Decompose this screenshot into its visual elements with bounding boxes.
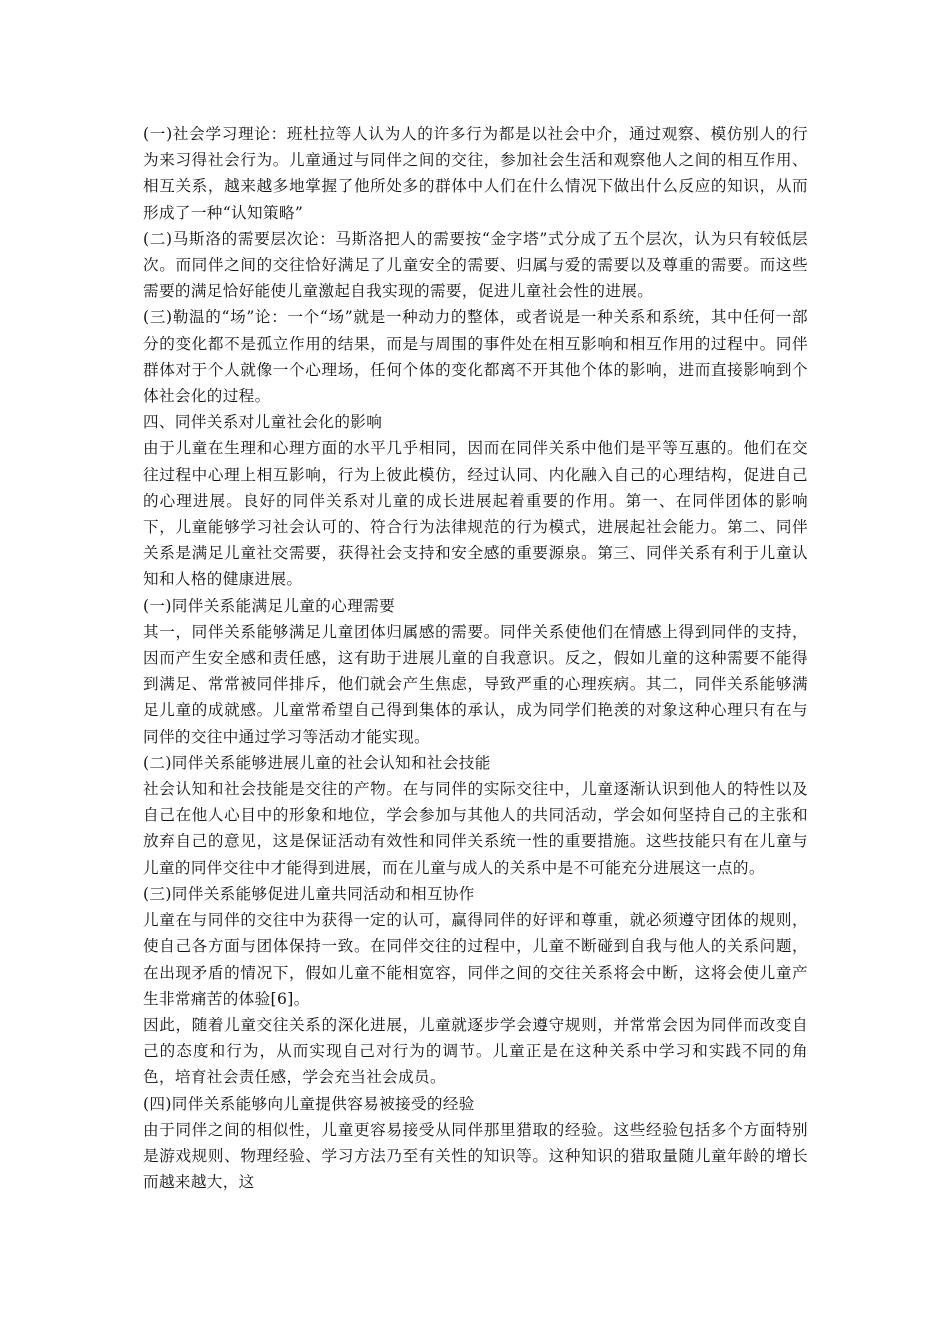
section-heading-4: 四、同伴关系对儿童社会化的影响: [143, 413, 383, 432]
document-body: [143, 121, 808, 1195]
paragraph-peer-relations-intro: 由于儿童在生理和心理方面的水平几乎相同，因而在同伴关系中他们是平等互惠的。他们在交往过程中心理上相互影响，行为上彼此模仿，经过认同、内化融入自己的心理结构，促进自己的心理进展。良好的同伴关系对儿童的成长进展起着重要的作用。第一、在同伴团体的影响下，儿童能够学习社会认可的、符合行为法律规范的行为模式，进展起社会能力。第二、同伴关系是满足儿童社交需要，获得社会支持和安全感的重要源泉。第三、同伴关系有利于儿童认知和人格的健康进展。: [143, 439, 808, 589]
paragraph-cooperation: 儿童在与同伴的交往中为获得一定的认可，赢得同伴的好评和尊重，就必须遵守团体的规则，使自己各方面与团体保持一致。在同伴交往的过程中，儿童不断碰到自我与他人的关系问题，在出现矛盾的情况下，假如儿童不能相宽容，同伴之间的交往关系将会中断，这将会使儿童产生非常痛苦的体验[6]。: [143, 911, 808, 1008]
paragraph-psychological-needs: 其一，同伴关系能够满足儿童团体归属感的需要。同伴关系使他们在情感上得到同伴的支持，因而产生安全感和责任感，这有助于进展儿童的自我意识。反之，假如儿童的这种需要不能得到满足、常常被同伴排斥，他们就会产生焦虑，导致严重的心理疾病。其二，同伴关系能够满足儿童的成就感。儿童常希望自己得到集体的承认，成为同学们艳羡的对象这种心理只有在与同伴的交往中通过学习等活动才能实现。: [143, 622, 808, 746]
paragraph-lewin-field-theory: (三)勒温的“场”论：一个“场”就是一种动力的整体，或者说是一种关系和系统，其中任何一部分的变化都不是孤立作用的结果，而是与周围的事件处在相互影响和相互作用的过程中。同伴群体对于个人就像一个心理场，任何个体的变化都离不开其他个体的影响，进而直接影响到个体社会化的过程。: [143, 308, 808, 406]
subheading-cooperation: (三)同伴关系能够促进儿童共同活动和相互协作: [143, 884, 475, 903]
paragraph-self-regulation: 因此，随着儿童交往关系的深化进展，儿童就逐步学会遵守规则，并常常会因为同伴而改变自己的态度和行为，从而实现自己对行为的调节。儿童正是在这种关系中学习和实践不同的角色，培育社会责任感，学会充当社会成员。: [143, 1015, 808, 1087]
paragraph-social-learning-theory: (一)社会学习理论：班杜拉等人认为人的许多行为都是以社会中介，通过观察、模仿别人的行为来习得社会行为。儿童通过与同伴之间的交往，参加社会生活和观察他人之间的相互作用、相互关系，越来越多地掌握了他所处多的群体中人们在什么情况下做出什么反应的知识，从而形成了一种“认知策略”: [143, 125, 808, 222]
paragraph-social-cognition: 社会认知和社会技能是交往的产物。在与同伴的实际交往中，儿童逐渐认识到他人的特性以及自己在他人心目中的形象和地位，学会参加与其他人的共同活动，学会如何坚持自己的主张和放弃自己的意见，这是保证活动有效性和同伴关系统一性的重要措施。这些技能只有在儿童与儿童的同伴交往中才能得到进展，而在儿童与成人的关系中是不可能充分进展这一点的。: [143, 780, 808, 877]
paragraph-accepted-experience: 由于同伴之间的相似性，儿童更容易接受从同伴那里猎取的经验。这些经验包括多个方面特别是游戏规则、物理经验、学习方法乃至有关性的知识等。这种知识的猎取量随儿童年龄的增长而越来越大，这: [143, 1120, 808, 1192]
subheading-accepted-experience: (四)同伴关系能够向儿童提供容易被接受的经验: [143, 1094, 475, 1113]
paragraph-maslow-needs: (二)马斯洛的需要层次论：马斯洛把人的需要按“金字塔”式分成了五个层次，认为只有较低层次。而同伴之间的交往恰好满足了儿童安全的需要、归属与爱的需要以及尊重的需要。而这些需要的满足恰好能使儿童激起自我实现的需要，促进儿童社会性的进展。: [143, 229, 808, 301]
subheading-social-cognition: (二)同伴关系能够进展儿童的社会认知和社会技能: [143, 753, 491, 772]
subheading-psychological-needs: (一)同伴关系能满足儿童的心理需要: [143, 596, 396, 615]
